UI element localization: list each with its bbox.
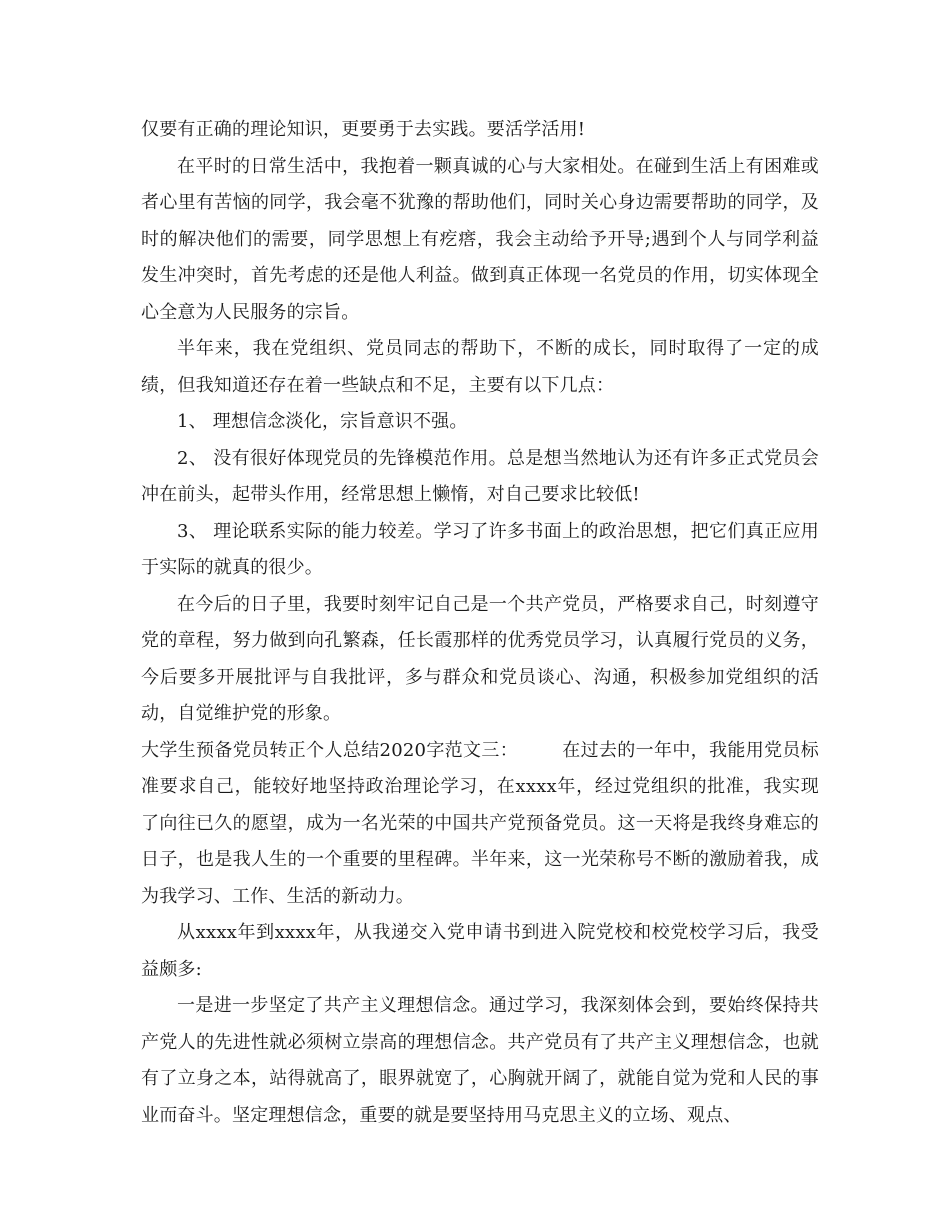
paragraph: 在平时的日常生活中，我抱着一颗真诚的心与大家相处。在碰到生活上有困难或者心里有苦恼的同学，我会毫不犹豫的帮助他们，同时关心身边需要帮助的同学，及时的解决他们的需要，同学思想上有疙瘩，我会主动给予开导;遇到个人与同学利益发生冲突时，首先考虑的还是他人利益。做到真正体现一名党员的作用，切实体现全心全意为人民服务的宗旨。 bbox=[141, 155, 819, 323]
list-item: 3、 理论联系实际的能力较差。学习了许多书面上的政治思想，把它们真正应用于实际的就真的很少。 bbox=[141, 520, 819, 578]
section-paragraph bbox=[141, 733, 819, 916]
list-item: 2、 没有很好体现党员的先锋模范作用。总是想当然地认为还有许多正式党员会冲在前头，起带头作用，经常思想上懒惰，对自己要求比较低! bbox=[141, 447, 819, 505]
paragraph: 从xxxx年到xxxx年，从我递交入党申请书到进入院党校和校党校学习后，我受益颇多: bbox=[141, 922, 819, 980]
section-first-text: 在过去的一年中，我能用党员标准要求自己，能较好地坚持政治理论学习，在xxxx年，经过党组织的批准，我实现了向往已久的愿望，成为一名光荣的中国共产党预备党员。这一天将是我终身难忘的日子，也是我人生的一个重要的里程碑。半年来，这一光荣称号不断的激励着我，成为我学习、工作、生活的新动力。 bbox=[141, 739, 819, 907]
paragraph: 仅要有正确的理论知识，更要勇于去实践。要活学活用! bbox=[141, 119, 586, 140]
list-item: 1、 理想信念淡化，宗旨意识不强。 bbox=[177, 411, 468, 432]
paragraph: 一是进一步坚定了共产主义理想信念。通过学习，我深刻体会到，要始终保持共产党人的先进性就必须树立崇高的理想信念。共产党员有了共产主义理想信念，也就有了立身之本，站得就高了，眼界就宽了，心胸就开阔了，就能自觉为党和人民的事业而奋斗。坚定理想信念，重要的就是要坚持用马克思主义的立场、观点、 bbox=[141, 995, 819, 1126]
paragraph: 半年来，我在党组织、党员同志的帮助下，不断的成长，同时取得了一定的成绩，但我知道还存在着一些缺点和不足，主要有以下几点： bbox=[141, 338, 819, 396]
paragraph: 在今后的日子里，我要时刻牢记自己是一个共产党员，严格要求自己，时刻遵守党的章程，努力做到向孔繁森，任长霞那样的优秀党员学习，认真履行党员的义务，今后要多开展批评与自我批评，多与群众和党员谈心、沟通，积极参加党组织的活动，自觉维护党的形象。 bbox=[141, 593, 819, 724]
document-body bbox=[141, 112, 819, 1134]
section-title: 大学生预备党员转正个人总结2020字范文三： bbox=[141, 739, 519, 761]
